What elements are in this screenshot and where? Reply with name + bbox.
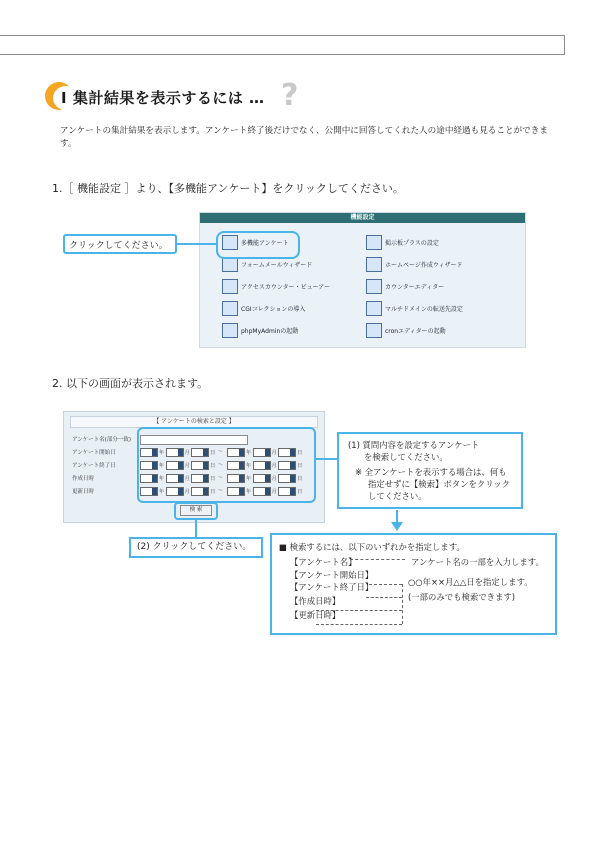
row-end-date: アンケート終了日 年 月 日 〜 年 月 日 bbox=[72, 462, 303, 469]
section-title-text: 集計結果を表示するには … bbox=[72, 89, 265, 107]
click-callout: クリックしてください。 bbox=[63, 234, 177, 254]
start-date-to[interactable]: 年 月 日 bbox=[227, 448, 302, 457]
end-date-to[interactable]: 年 月 日 bbox=[227, 461, 302, 470]
leader-line bbox=[366, 597, 402, 598]
feature-item-counter[interactable]: アクセスカウンター・ビューアー bbox=[222, 279, 330, 294]
row-created-date: 作成日時 年 月 日 〜 年 月 日 bbox=[72, 475, 303, 482]
survey-search-header: 【 アンケートの検索と設定 】 bbox=[70, 416, 318, 428]
created-date-to[interactable]: 年 月 日 bbox=[227, 474, 302, 483]
row-survey-name: アンケート名(部分一致) bbox=[70, 434, 316, 445]
step2-text: 2. 以下の画面が表示されます。 bbox=[52, 377, 209, 390]
step1-text: 1.［ 機能設定 ］より、【多機能アンケート】をクリックしてください。 bbox=[52, 182, 404, 195]
start-date-from[interactable]: 年 月 日 bbox=[140, 448, 215, 457]
feature-item-cgi[interactable]: CGIコレクションの導入 bbox=[222, 301, 305, 316]
feature-item-phpmyadmin[interactable]: phpMyAdminの起動 bbox=[222, 323, 298, 338]
created-date-from[interactable]: 年 月 日 bbox=[140, 474, 215, 483]
search-spec-callout: ■ 検索するには、以下のいずれかを指定します。 【アンケート名】 アンケート名の一部を入力します。 【アンケート開始日】 【アンケート終了日】 ○○年××月△△日を指定します。 (一部のみでも検索できます) 【作成日時】 【更新日時】 bbox=[270, 533, 557, 635]
mail-form-icon bbox=[222, 257, 238, 272]
feature-item-mail-form[interactable]: フォームメールウィザード bbox=[222, 257, 312, 272]
bullet-icon: ■ bbox=[279, 542, 287, 552]
php-icon bbox=[222, 323, 238, 338]
homepage-icon bbox=[366, 257, 382, 272]
leader-line bbox=[350, 559, 405, 560]
search-button-highlight bbox=[174, 502, 218, 520]
leader-line bbox=[316, 624, 402, 625]
click-button-callout: (2) クリックしてください。 bbox=[129, 537, 263, 558]
cron-icon bbox=[366, 323, 382, 338]
feature-item-cron[interactable]: cronエディターの起動 bbox=[366, 323, 446, 338]
connector-fields bbox=[316, 458, 337, 460]
question-mark-icon: ? bbox=[281, 78, 299, 113]
row-start-date: アンケート開始日 年 月 日 〜 年 月 日 bbox=[72, 449, 303, 456]
feature-item-survey[interactable]: 多機能アンケート bbox=[222, 235, 289, 250]
leader-line bbox=[316, 610, 402, 611]
callout-connector bbox=[177, 243, 217, 245]
header-bar bbox=[0, 35, 565, 55]
domain-icon bbox=[366, 301, 382, 316]
intro-text: アンケートの集計結果を表示します。アンケート終了後だけでなく、公開中に回答してくれた人の途中経過も見ることができます。 bbox=[60, 126, 548, 149]
feature-settings-header: 機能設定 bbox=[200, 213, 525, 223]
feature-item-bbs[interactable]: 掲示板プラスの設定 bbox=[366, 235, 439, 250]
search-button[interactable]: 検 索 bbox=[180, 505, 212, 516]
leader-line bbox=[402, 584, 403, 624]
connector-button bbox=[195, 520, 197, 537]
section-number: I bbox=[61, 89, 68, 107]
feature-item-multidomain[interactable]: マルチドメインの転送先設定 bbox=[366, 301, 463, 316]
bbs-icon bbox=[366, 235, 382, 250]
counter-editor-icon bbox=[366, 279, 382, 294]
row-updated-date: 更新日時 年 月 日 〜 年 月 日 bbox=[72, 488, 303, 495]
end-date-from[interactable]: 年 月 日 bbox=[140, 461, 215, 470]
updated-date-to[interactable]: 年 月 日 bbox=[227, 487, 302, 496]
search-instruction-callout: (1) 質問内容を設定するアンケート を検索してください。 ※ 全アンケートを表示する場合は、何も 指定せずに【検索】ボタンをクリック してください。 bbox=[337, 432, 523, 509]
cgi-icon bbox=[222, 301, 238, 316]
arrow-down-icon bbox=[391, 522, 403, 531]
updated-date-from[interactable]: 年 月 日 bbox=[140, 487, 215, 496]
survey-highlight bbox=[216, 231, 300, 259]
leader-line bbox=[369, 584, 402, 585]
counter-icon bbox=[222, 279, 238, 294]
search-fields-highlight bbox=[137, 427, 316, 503]
feature-item-counter-editor[interactable]: カウンターエディター bbox=[366, 279, 444, 294]
feature-item-homepage[interactable]: ホームページ作成ウィザード bbox=[366, 257, 463, 272]
